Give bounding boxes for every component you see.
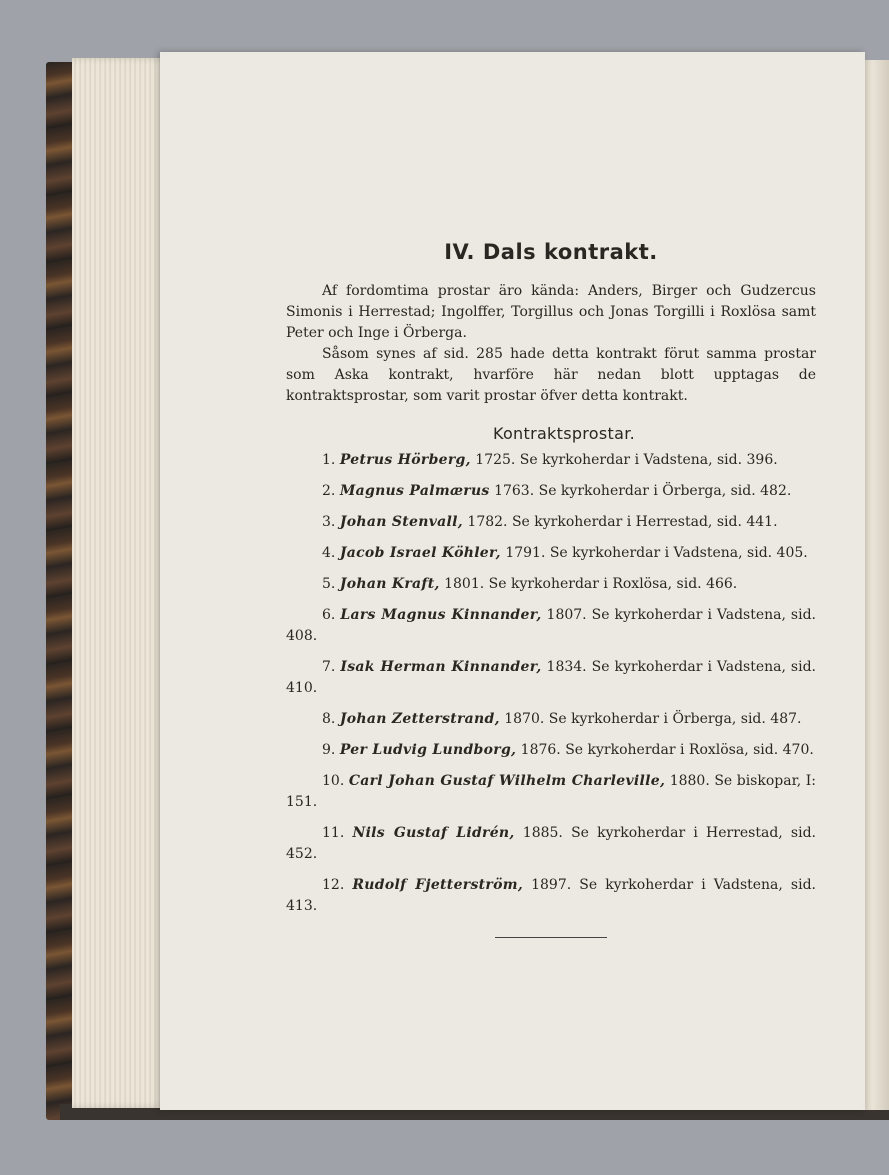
list-item: 4. Jacob Israel Köhler, 1791. Se kyrkoherdar i Vadstena, sid. 405. bbox=[322, 545, 808, 561]
list-item: 12. Rudolf Fjetterström, 1897. Se kyrkoherdar i Vadstena, sid. 413. bbox=[286, 877, 817, 914]
page-content bbox=[286, 242, 816, 938]
list-item: 2. Magnus Palmærus 1763. Se kyrkoherdar i Örberga, sid. 482. bbox=[322, 483, 792, 499]
end-rule bbox=[495, 937, 607, 938]
list-item: 6. Lars Magnus Kinnander, 1807. Se kyrkoherdar i Vadstena, sid. 408. bbox=[286, 607, 817, 644]
facing-page-edge bbox=[862, 60, 889, 1110]
list-item: 5. Johan Kraft, 1801. Se kyrkoherdar i Roxlösa, sid. 466. bbox=[322, 576, 738, 592]
book-page bbox=[160, 52, 865, 1110]
list-item: 10. Carl Johan Gustaf Wilhelm Charleville, 1880. Se biskopar, I: 151. bbox=[286, 773, 816, 810]
list-item: 1. Petrus Hörberg, 1725. Se kyrkoherdar i Vadstena, sid. 396. bbox=[322, 452, 778, 468]
list-item: 11. Nils Gustaf Lidrén, 1885. Se kyrkoherdar i Herrestad, sid. 452. bbox=[286, 825, 817, 862]
list-item: 9. Per Ludvig Lundborg, 1876. Se kyrkoherdar i Roxlösa, sid. 470. bbox=[322, 742, 814, 758]
list-item: 7. Isak Herman Kinnander, 1834. Se kyrkoherdar i Vadstena, sid. 410. bbox=[286, 659, 816, 696]
list-item: 3. Johan Stenvall, 1782. Se kyrkoherdar i Herrestad, sid. 441. bbox=[322, 514, 778, 530]
intro-paragraph-2: Såsom synes af sid. 285 hade detta kontrakt förut samma prostar som Aska kontrakt, hvarföre här nedan blott upptagas de kontraktsprostar, som varit prostar öfver detta kontrakt. bbox=[286, 346, 816, 404]
intro-paragraph-1: Af fordomtima prostar äro kända: Anders, Birger och Gudzercus Simonis i Herrestad; Ingolffer, Torgillus och Jonas Torgilli i Roxlösa samt Peter och Inge i Örberga. bbox=[286, 283, 816, 341]
section-heading: IV. Dals kontrakt. bbox=[444, 240, 658, 264]
list-heading: Kontraktsprostar. bbox=[492, 424, 636, 443]
entry-list bbox=[286, 450, 816, 917]
list-item: 8. Johan Zetterstrand, 1870. Se kyrkoherdar i Örberga, sid. 487. bbox=[322, 711, 802, 727]
